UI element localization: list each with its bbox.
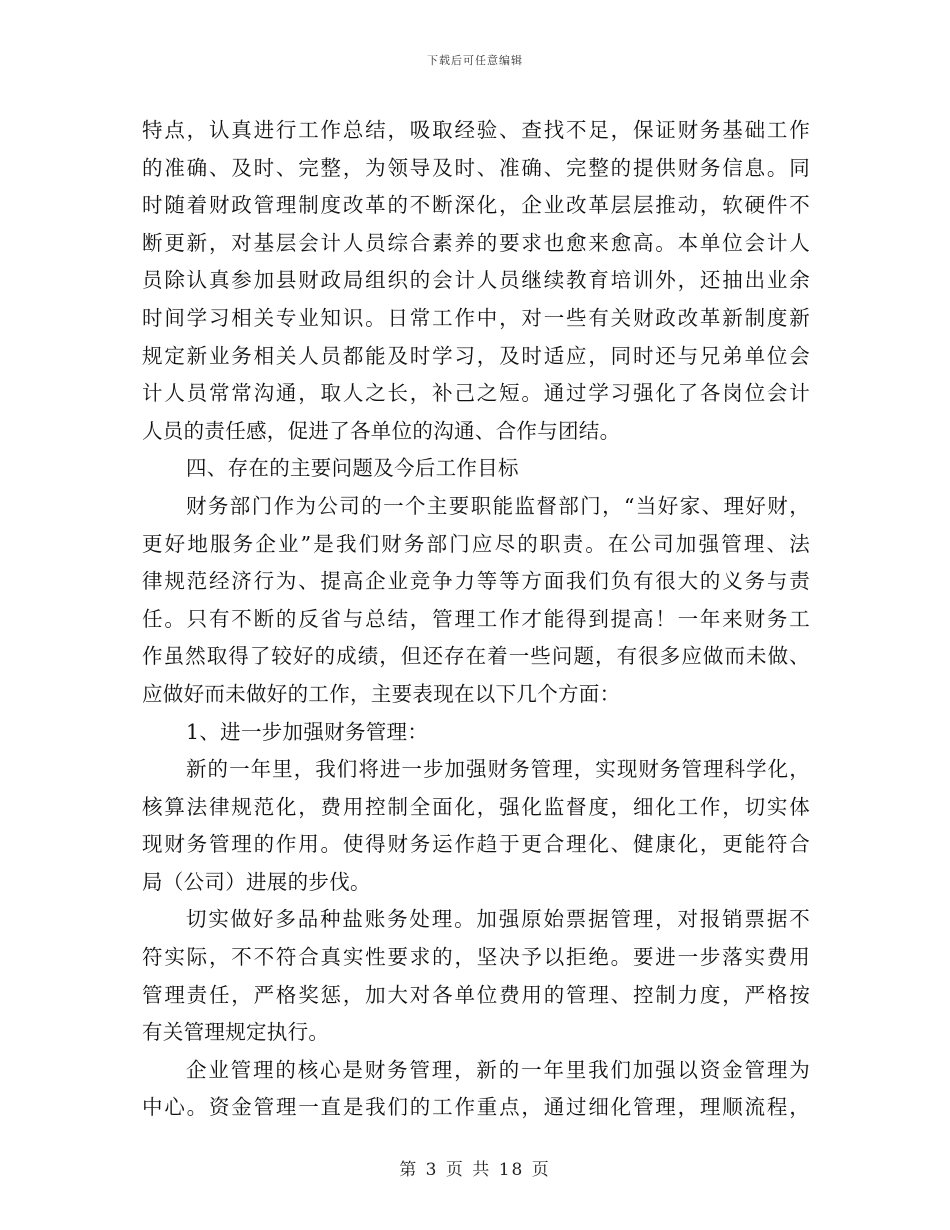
- text-line: 有关管理规定执行。: [142, 1020, 330, 1045]
- text-line: 符实际，不不符合真实性要求的，坚决予以拒绝。要进一步落实费用: [142, 945, 810, 970]
- text-line: 时随着财政管理制度改革的不断深化，企业改革层层推动，软硬件不: [142, 193, 810, 218]
- text-line: 财务部门作为公司的一个主要职能监督部门，“当好家、理好财，: [186, 493, 810, 518]
- text-line: 新的一年里，我们将进一步加强财务管理，实现财务管理科学化，: [186, 757, 810, 782]
- text-line: 作虽然取得了较好的成绩，但还存在着一些问题，有很多应做而未做、: [142, 644, 810, 669]
- page-footer: 第 3 页 共 18 页: [399, 1160, 551, 1180]
- text-line: 人员的责任感，促进了各单位的沟通、合作与团结。: [142, 418, 621, 443]
- text-line: 规定新业务相关人员都能及时学习，及时适应，同时还与兄弟单位会: [142, 343, 810, 368]
- text-line: 任。只有不断的反省与总结，管理工作才能得到提高！一年来财务工: [142, 606, 810, 631]
- text-line: 员除认真参加县财政局组织的会计人员继续教育培训外，还抽出业余: [142, 268, 810, 293]
- document-body: [142, 112, 810, 1127]
- page-header: 下载后可任意编辑: [427, 54, 523, 67]
- text-line: 应做好而未做好的工作，主要表现在以下几个方面：: [142, 681, 621, 706]
- text-line: 切实做好多品种盐账务处理。加强原始票据管理，对报销票据不: [186, 907, 810, 932]
- text-line: 断更新，对基层会计人员综合素养的要求也愈来愈高。本单位会计人: [142, 230, 810, 255]
- text-line: 律规范经济行为、提高企业竞争力等等方面我们负有很大的义务与责: [142, 569, 810, 594]
- text-line: 时间学习相关专业知识。日常工作中，对一些有关财政改革新制度新: [142, 305, 810, 330]
- text-line: 计人员常常沟通，取人之长，补己之短。通过学习强化了各岗位会计: [142, 381, 810, 406]
- text-line: 更好地服务企业”是我们财务部门应尽的职责。在公司加强管理、法: [142, 531, 810, 556]
- text-line: 核算法律规范化，费用控制全面化，强化监督度，细化工作，切实体: [142, 794, 810, 819]
- text-line: 的准确、及时、完整，为领导及时、准确、完整的提供财务信息。同: [142, 155, 810, 180]
- text-line: 1、进一步加强财务管理：: [186, 719, 429, 744]
- text-line: 管理责任，严格奖惩，加大对各单位费用的管理、控制力度，严格按: [142, 982, 810, 1007]
- text-line: 局（公司）进展的步伐。: [142, 869, 371, 894]
- text-line: 四、存在的主要问题及今后工作目标: [186, 456, 519, 481]
- text-line: 中心。资金管理一直是我们的工作重点，通过细化管理，理顺流程，: [142, 1095, 810, 1120]
- text-line: 特点，认真进行工作总结，吸取经验、查找不足，保证财务基础工作: [142, 118, 810, 142]
- text-line: 企业管理的核心是财务管理，新的一年里我们加强以资金管理为: [186, 1057, 810, 1082]
- text-line: 现财务管理的作用。使得财务运作趋于更合理化、健康化，更能符合: [142, 832, 810, 857]
